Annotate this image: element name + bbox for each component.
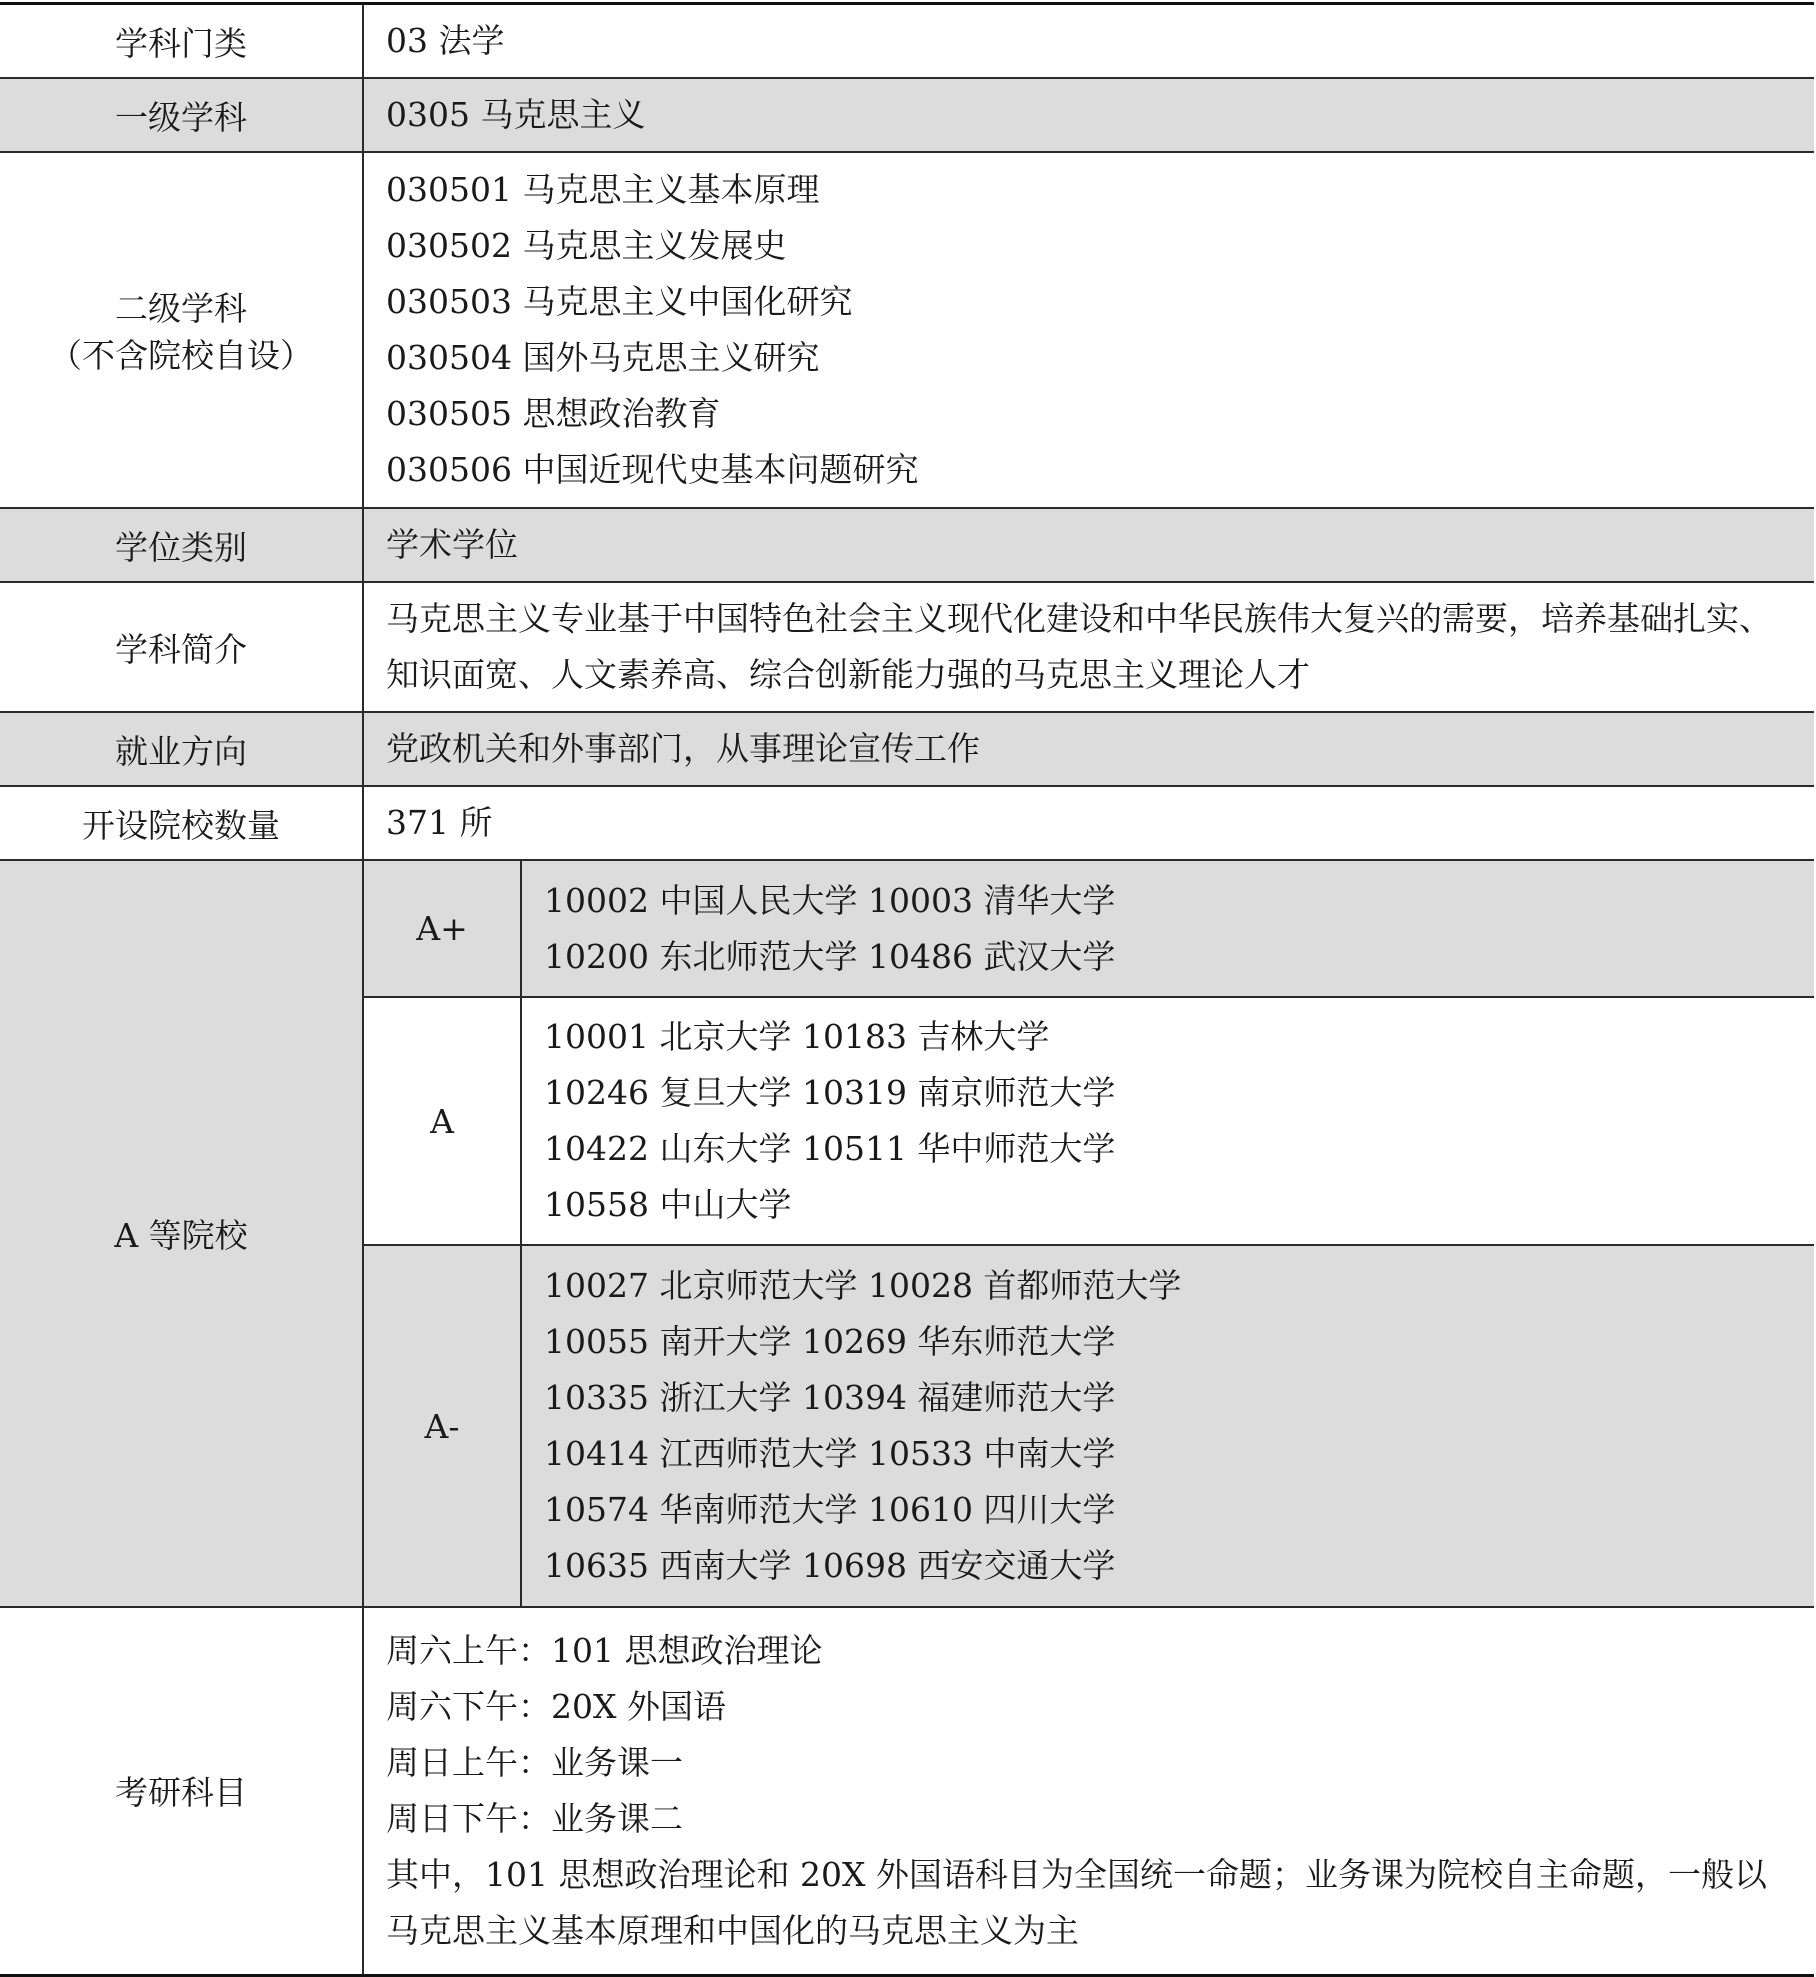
exam-line: 周六上午：101 思想政治理论 [386, 1630, 823, 1670]
grade-a-schools [521, 997, 1814, 1245]
school-line: 10027 北京师范大学 10028 首都师范大学 [544, 1266, 1182, 1305]
employment-label: 就业方向 [0, 712, 363, 786]
degree-type-label: 学位类别 [0, 508, 363, 582]
second-level-label-line2: （不含院校自设） [49, 336, 313, 375]
exam-subjects [363, 1607, 1814, 1975]
grade-a-minus: A- [363, 1245, 521, 1607]
list-item: 030505 思想政治教育 [386, 394, 721, 433]
grade-a-plus: A+ [363, 860, 521, 997]
a-schools-label: A 等院校 [0, 860, 363, 1607]
first-level-label: 一级学科 [0, 78, 363, 152]
school-line: 10414 江西师范大学 10533 中南大学 [544, 1434, 1116, 1473]
school-line: 10001 北京大学 10183 吉林大学 [544, 1017, 1050, 1056]
exam-line: 周日上午：业务课一 [386, 1742, 683, 1782]
school-line: 10422 山东大学 10511 华中师范大学 [544, 1129, 1116, 1168]
school-line: 10002 中国人民大学 10003 清华大学 [544, 880, 1116, 920]
category-value: 03 法学 [363, 4, 1814, 79]
intro-label: 学科简介 [0, 582, 363, 712]
list-item: 030501 马克思主义基本原理 [386, 170, 820, 209]
exam-note: 其中，101 思想政治理论和 20X 外国语科目为全国统一命题；业务课为院校自主命题，一般以马克思主义基本原理和中国化的马克思主义为主 [386, 1854, 1767, 1950]
first-level-value: 0305 马克思主义 [363, 78, 1814, 152]
school-count-value: 371 所 [363, 786, 1814, 860]
list-item: 030504 国外马克思主义研究 [386, 338, 820, 377]
grade-a-plus-schools [521, 860, 1814, 997]
list-item: 030502 马克思主义发展史 [386, 226, 787, 265]
employment-value: 党政机关和外事部门，从事理论宣传工作 [363, 712, 1814, 786]
list-item: 030503 马克思主义中国化研究 [386, 282, 853, 321]
grade-a: A [363, 997, 521, 1245]
exam-line: 周日下午：业务课二 [386, 1798, 683, 1838]
exam-line: 周六下午：20X 外国语 [386, 1686, 726, 1726]
school-line: 10635 西南大学 10698 西安交通大学 [544, 1546, 1116, 1585]
list-item: 030506 中国近现代史基本问题研究 [386, 450, 919, 489]
exam-label: 考研科目 [0, 1607, 363, 1975]
second-level-label-line1: 二级学科 [115, 289, 247, 328]
category-label: 学科门类 [0, 4, 363, 79]
second-level-label [0, 152, 363, 508]
school-line: 10335 浙江大学 10394 福建师范大学 [544, 1378, 1116, 1417]
grade-a-minus-schools [521, 1245, 1814, 1607]
discipline-info-table [0, 2, 1814, 1977]
school-line: 10200 东北师范大学 10486 武汉大学 [544, 936, 1116, 976]
second-level-list [363, 152, 1814, 508]
school-line: 10246 复旦大学 10319 南京师范大学 [544, 1073, 1116, 1112]
school-line: 10055 南开大学 10269 华东师范大学 [544, 1322, 1116, 1361]
school-line: 10574 华南师范大学 10610 四川大学 [544, 1490, 1116, 1529]
school-line: 10558 中山大学 [544, 1185, 792, 1224]
intro-value: 马克思主义专业基于中国特色社会主义现代化建设和中华民族伟大复兴的需要，培养基础扎实、知识面宽、人文素养高、综合创新能力强的马克思主义理论人才 [363, 582, 1814, 712]
degree-type-value: 学术学位 [363, 508, 1814, 582]
school-count-label: 开设院校数量 [0, 786, 363, 860]
